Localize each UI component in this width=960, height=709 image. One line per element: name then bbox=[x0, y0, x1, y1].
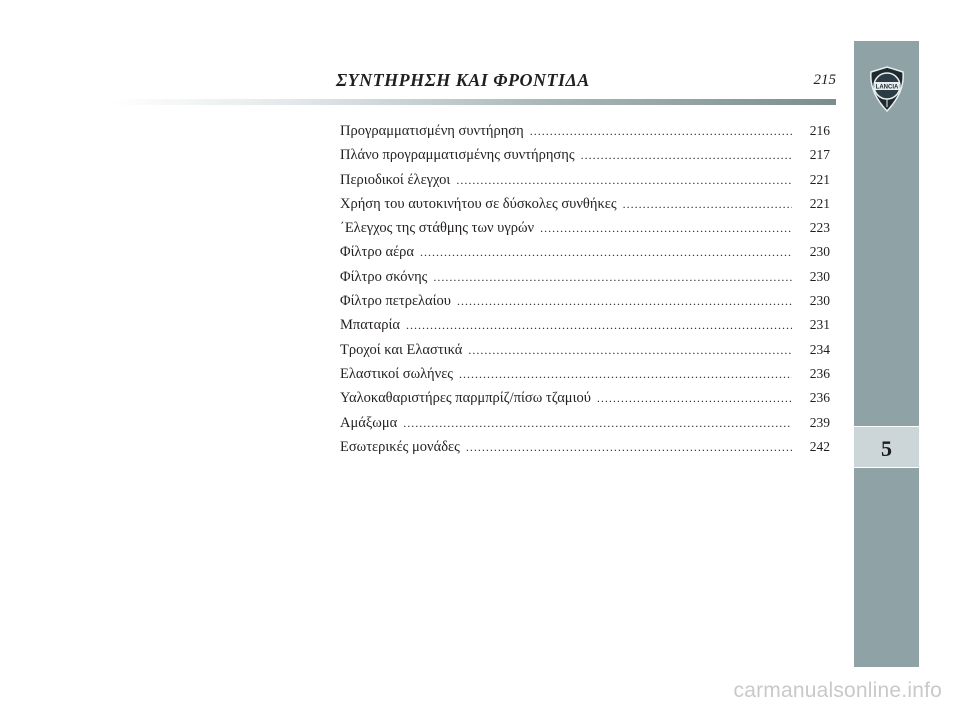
toc-item-page: 236 bbox=[809, 365, 830, 381]
toc-item[interactable] bbox=[340, 268, 830, 292]
toc-item-page: 217 bbox=[809, 147, 830, 163]
toc-leader-dots bbox=[466, 438, 792, 456]
toc-leader-dots bbox=[456, 171, 792, 189]
watermark-text: carmanualsonline.info bbox=[733, 679, 942, 702]
chapter-number: 5 bbox=[881, 436, 892, 461]
toc-item-page: 242 bbox=[809, 438, 830, 454]
toc-leader-dots bbox=[581, 146, 792, 164]
toc-item[interactable] bbox=[340, 146, 830, 170]
toc-item-label: Φίλτρο αέρα bbox=[340, 244, 414, 261]
table-of-contents bbox=[340, 122, 830, 462]
toc-item-label: Αμάξωμα bbox=[340, 414, 398, 431]
toc-item-label: Πλάνο προγραμματισμένης συντήρησης bbox=[340, 147, 575, 164]
toc-item[interactable] bbox=[340, 438, 830, 462]
page-title: ΣΥΝΤΗΡΗΣΗ ΚΑΙ ΦΡΟΝΤΙΔΑ bbox=[336, 70, 590, 90]
chapter-sidebar bbox=[854, 41, 919, 667]
toc-item-page: 236 bbox=[809, 390, 830, 406]
toc-item-label: Εσωτερικές μονάδες bbox=[340, 438, 460, 455]
toc-item-label: Ελαστικοί σωλήνες bbox=[340, 365, 454, 382]
toc-item-label: Προγραμματισμένη συντήρηση bbox=[340, 123, 524, 139]
toc-leader-dots bbox=[468, 341, 792, 359]
toc-leader-dots bbox=[433, 268, 792, 286]
toc-leader-dots bbox=[623, 195, 792, 213]
toc-leader-dots bbox=[597, 389, 792, 407]
toc-item-label: Χρήση του αυτοκινήτου σε δύσκολες συνθήκες bbox=[340, 195, 617, 212]
toc-item[interactable] bbox=[340, 414, 830, 438]
toc-item[interactable] bbox=[340, 341, 830, 365]
toc-item[interactable] bbox=[340, 292, 830, 316]
toc-item-label: Φίλτρο πετρελαίου bbox=[340, 293, 451, 310]
toc-item-page: 230 bbox=[809, 293, 830, 309]
toc-item[interactable] bbox=[340, 243, 830, 267]
toc-item[interactable] bbox=[340, 389, 830, 413]
toc-leader-dots bbox=[420, 243, 792, 261]
toc-leader-dots bbox=[406, 316, 792, 334]
toc-item-label: Τροχοί και Ελαστικά bbox=[340, 341, 463, 358]
chapter-tab[interactable] bbox=[854, 426, 919, 468]
logo-text: LANCIA bbox=[875, 84, 899, 91]
page-number: 215 bbox=[813, 72, 836, 88]
toc-item-page: 231 bbox=[809, 317, 830, 333]
toc-item-label: ΄Ελεγχος της στάθμης των υγρών bbox=[340, 220, 535, 237]
header-divider bbox=[108, 99, 836, 105]
toc-item-label: Μπαταρία bbox=[340, 317, 400, 334]
toc-leader-dots bbox=[457, 292, 792, 310]
toc-item-label: Φίλτρο σκόνης bbox=[340, 268, 428, 285]
toc-item[interactable] bbox=[340, 195, 830, 219]
toc-item[interactable] bbox=[340, 171, 830, 195]
toc-item[interactable] bbox=[340, 316, 830, 340]
toc-item-page: 239 bbox=[809, 414, 830, 430]
toc-item-page: 223 bbox=[809, 220, 830, 236]
toc-leader-dots bbox=[459, 365, 792, 383]
toc-item[interactable] bbox=[340, 122, 830, 146]
toc-item-label: Υαλοκαθαριστήρες παρμπρίζ/πίσω τζαμιού bbox=[340, 390, 591, 407]
toc-item-page: 221 bbox=[809, 195, 830, 211]
lancia-logo-icon bbox=[867, 66, 907, 112]
toc-item-page: 216 bbox=[809, 123, 830, 138]
toc-item-page: 221 bbox=[809, 171, 830, 187]
toc-leader-dots bbox=[540, 219, 792, 237]
toc-item-page: 230 bbox=[809, 244, 830, 260]
toc-item[interactable] bbox=[340, 365, 830, 389]
toc-item-label: Περιοδικοί έλεγχοι bbox=[340, 171, 451, 188]
toc-item-page: 234 bbox=[809, 341, 830, 357]
toc-item[interactable] bbox=[340, 219, 830, 243]
toc-item-page: 230 bbox=[809, 268, 830, 284]
toc-leader-dots bbox=[403, 414, 792, 432]
toc-leader-dots bbox=[530, 122, 792, 140]
